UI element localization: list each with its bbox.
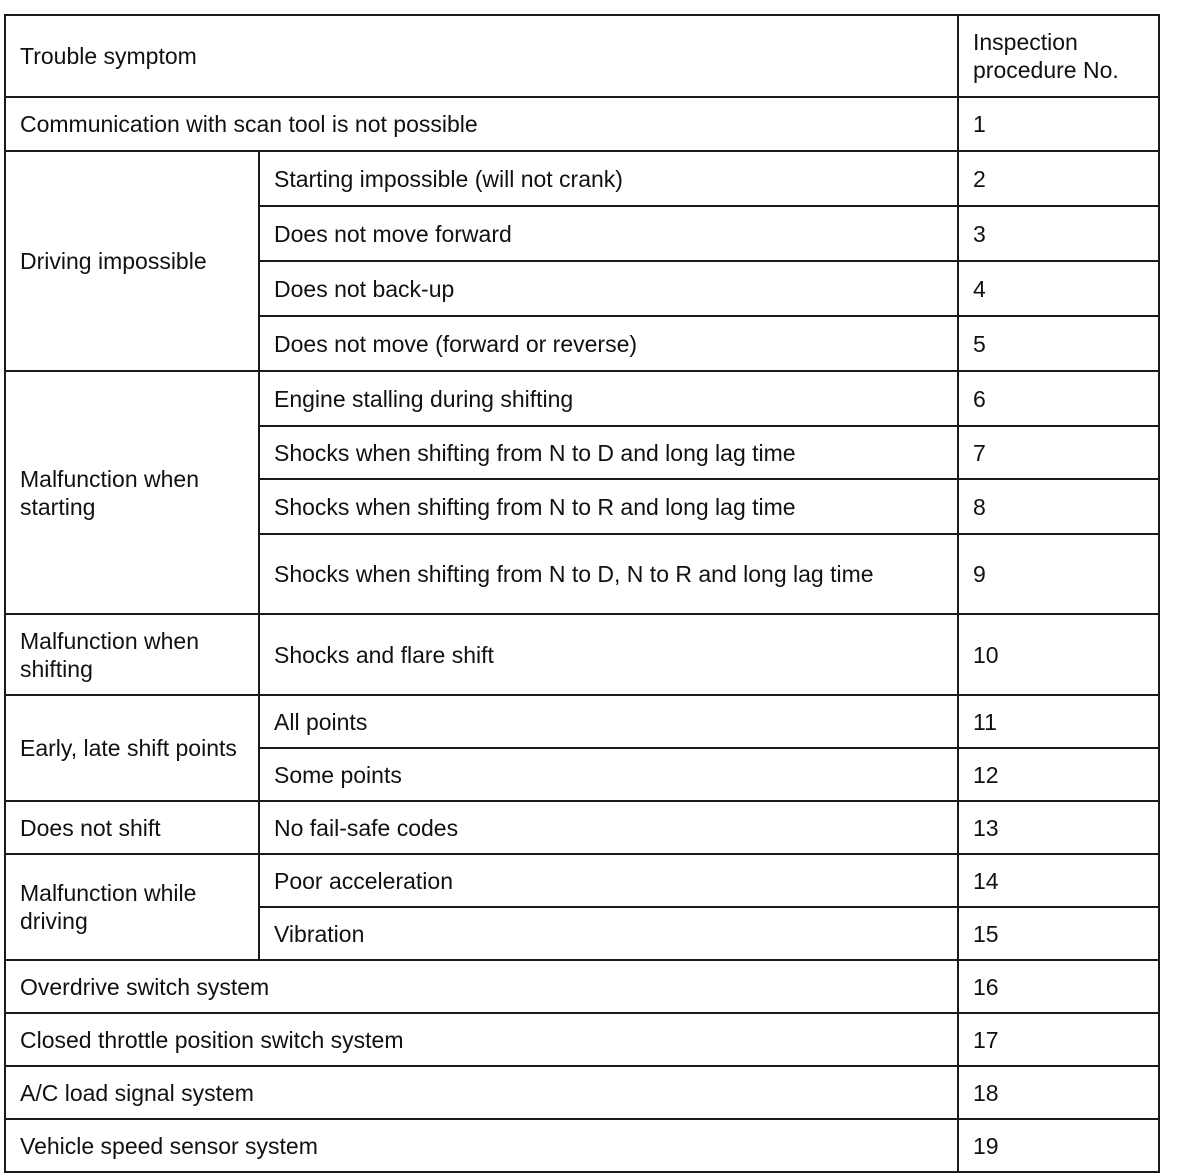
symptom-cell: Does not move (forward or reverse)	[259, 316, 958, 371]
procedure-number: 12	[958, 748, 1159, 801]
procedure-number: 1	[958, 97, 1159, 151]
procedure-number: 9	[958, 534, 1159, 614]
procedure-number: 14	[958, 854, 1159, 907]
procedure-number: 6	[958, 371, 1159, 426]
symptom-cell: Poor acceleration	[259, 854, 958, 907]
symptom-cell: Engine stalling during shifting	[259, 371, 958, 426]
category-cell: Malfunction when starting	[5, 371, 259, 614]
table-row	[5, 801, 1159, 854]
header-inspection-procedure-no: Inspection procedure No.	[958, 15, 1159, 97]
procedure-number: 8	[958, 479, 1159, 534]
procedure-number: 16	[958, 960, 1159, 1013]
symptom-cell: All points	[259, 695, 958, 748]
symptom-cell: Vehicle speed sensor system	[5, 1119, 958, 1172]
category-cell: Malfunction while driving	[5, 854, 259, 960]
table-row	[5, 371, 1159, 426]
header-trouble-symptom: Trouble symptom	[5, 15, 958, 97]
procedure-number: 15	[958, 907, 1159, 960]
procedure-number: 13	[958, 801, 1159, 854]
symptom-cell: Overdrive switch system	[5, 960, 958, 1013]
category-cell: Early, late shift points	[5, 695, 259, 801]
symptom-cell: Shocks when shifting from N to R and long lag time	[259, 479, 958, 534]
symptom-cell: A/C load signal system	[5, 1066, 958, 1119]
symptom-cell: Shocks when shifting from N to D, N to R and long lag time	[259, 534, 958, 614]
procedure-number: 11	[958, 695, 1159, 748]
procedure-number: 19	[958, 1119, 1159, 1172]
symptom-cell: Does not back-up	[259, 261, 958, 316]
table-row	[5, 614, 1159, 695]
procedure-number: 4	[958, 261, 1159, 316]
symptom-cell: Closed throttle position switch system	[5, 1013, 958, 1066]
symptom-cell: Shocks and flare shift	[259, 614, 958, 695]
procedure-number: 2	[958, 151, 1159, 206]
table-row	[5, 1013, 1159, 1066]
category-cell: Does not shift	[5, 801, 259, 854]
symptom-cell: Some points	[259, 748, 958, 801]
symptom-cell: Communication with scan tool is not possible	[5, 97, 958, 151]
symptom-cell: Vibration	[259, 907, 958, 960]
category-cell: Malfunction when shifting	[5, 614, 259, 695]
procedure-number: 18	[958, 1066, 1159, 1119]
table-row	[5, 1066, 1159, 1119]
symptom-cell: Does not move forward	[259, 206, 958, 261]
table-row	[5, 1119, 1159, 1172]
procedure-number: 5	[958, 316, 1159, 371]
table-row	[5, 854, 1159, 907]
procedure-number: 10	[958, 614, 1159, 695]
symptom-cell: Shocks when shifting from N to D and long lag time	[259, 426, 958, 479]
table-row	[5, 695, 1159, 748]
table-row	[5, 151, 1159, 206]
procedure-number: 17	[958, 1013, 1159, 1066]
symptom-cell: No fail-safe codes	[259, 801, 958, 854]
category-cell: Driving impossible	[5, 151, 259, 371]
symptom-cell: Starting impossible (will not crank)	[259, 151, 958, 206]
procedure-number: 3	[958, 206, 1159, 261]
procedure-number: 7	[958, 426, 1159, 479]
table-row	[5, 960, 1159, 1013]
trouble-symptom-table	[4, 14, 1160, 1173]
table-header-row	[5, 15, 1159, 97]
table-row	[5, 97, 1159, 151]
